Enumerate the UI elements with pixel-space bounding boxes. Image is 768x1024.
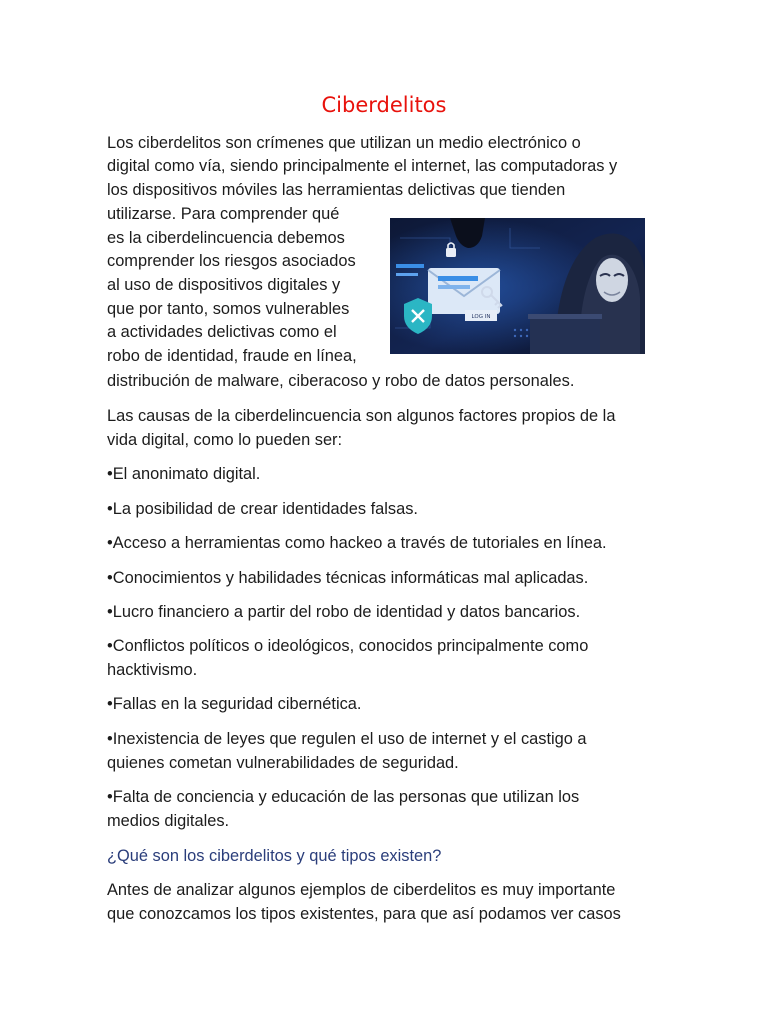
bullet-item: •Lucro financiero a partir del robo de identidad y datos bancarios. xyxy=(107,603,581,621)
bullet-item: •Falta de conciencia y educación de las personas que utilizan los xyxy=(107,788,580,806)
causes-intro-line: vida digital, como lo pueden ser: xyxy=(107,431,343,449)
bullet-item-continuation: quienes cometan vulnerabilidades de seguridad. xyxy=(107,754,459,772)
bullet-item-continuation: medios digitales. xyxy=(107,812,230,830)
closing-line: que conozcamos los tipos existentes, para que así podamos ver casos xyxy=(107,905,621,923)
bullet-item: •Conocimientos y habilidades técnicas informáticas mal aplicadas. xyxy=(107,569,589,587)
bullet-item: •Acceso a herramientas como hackeo a través de tutoriales en línea. xyxy=(107,534,607,552)
intro-line: al uso de dispositivos digitales y xyxy=(107,276,341,294)
intro-line: comprender los riesgos asociados xyxy=(107,252,356,270)
causes-intro-line: Las causas de la ciberdelincuencia son algunos factores propios de la xyxy=(107,407,616,425)
intro-line: los dispositivos móviles las herramientas delictivas que tienden xyxy=(107,181,566,199)
intro-line: que por tanto, somos vulnerables xyxy=(107,300,350,318)
section-subheading: ¿Qué son los ciberdelitos y qué tipos existen? xyxy=(107,847,442,865)
intro-line: utilizarse. Para comprender qué xyxy=(107,205,340,223)
bullet-item: •Fallas en la seguridad cibernética. xyxy=(107,695,362,713)
intro-line: Los ciberdelitos son crímenes que utilizan un medio electrónico o xyxy=(107,134,581,152)
intro-line: distribución de malware, ciberacoso y robo de datos personales. xyxy=(107,372,575,390)
bullet-item-continuation: hacktivismo. xyxy=(107,661,198,679)
hacker-cybersecurity-illustration-icon xyxy=(390,218,645,354)
page-title: Ciberdelitos xyxy=(321,93,447,117)
intro-line: digital como vía, siendo principalmente el internet, las computadoras y xyxy=(107,157,618,175)
bullet-item: •La posibilidad de crear identidades falsas. xyxy=(107,500,418,518)
intro-line: es la ciberdelincuencia debemos xyxy=(107,229,345,247)
bullet-item: •El anonimato digital. xyxy=(107,465,261,483)
intro-line: robo de identidad, fraude en línea, xyxy=(107,347,357,365)
login-label: LOG IN xyxy=(471,314,491,320)
bullet-item: •Inexistencia de leyes que regulen el uso de internet y el castigo a xyxy=(107,730,587,748)
closing-line: Antes de analizar algunos ejemplos de ciberdelitos es muy importante xyxy=(107,881,616,899)
intro-line: a actividades delictivas como el xyxy=(107,323,337,341)
bullet-item: •Conflictos políticos o ideológicos, conocidos principalmente como xyxy=(107,637,589,655)
